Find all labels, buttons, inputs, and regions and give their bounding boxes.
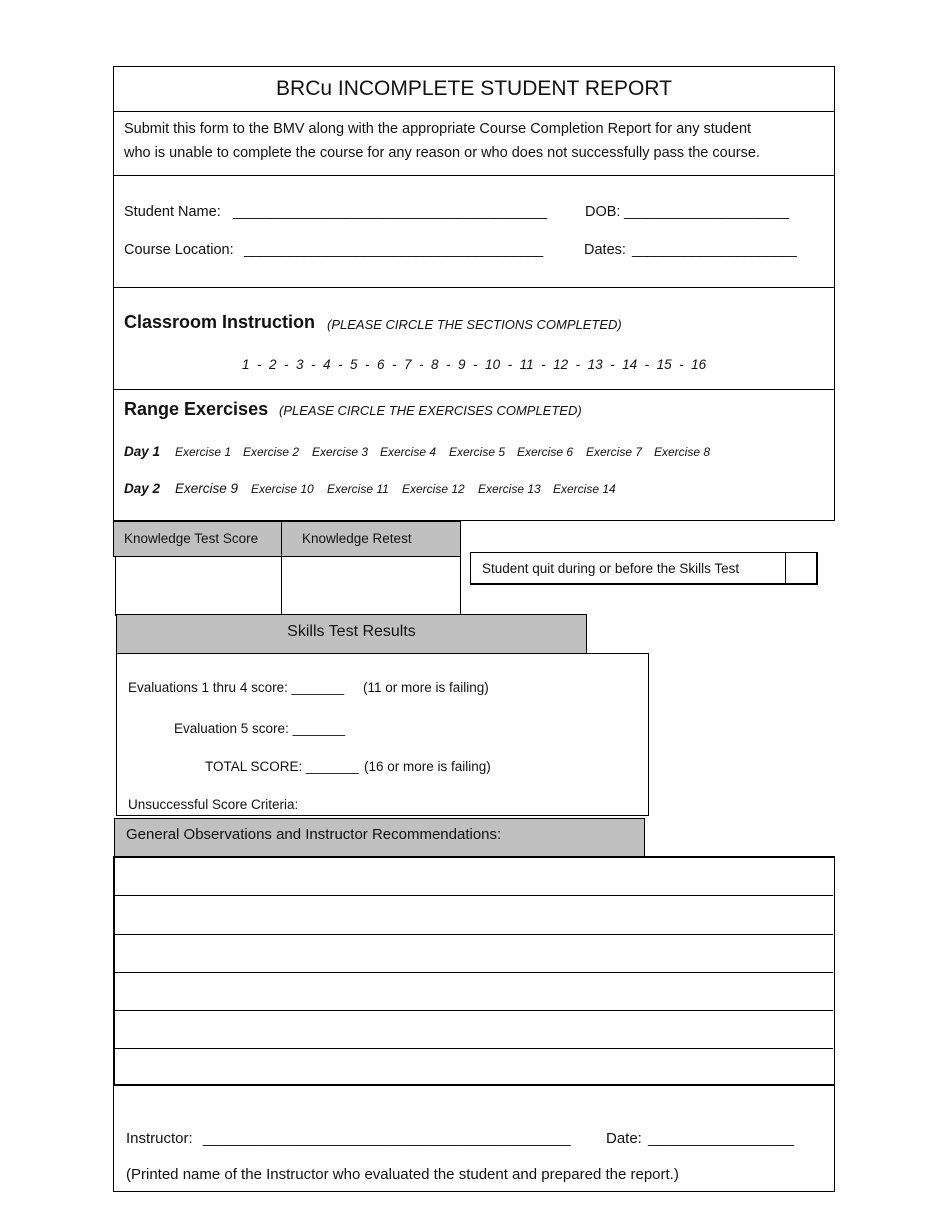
intro-divider xyxy=(113,175,835,176)
day1-exercise[interactable]: Exercise 4 xyxy=(380,445,437,459)
observations-box[interactable] xyxy=(113,856,835,1086)
range-heading: Range Exercises xyxy=(124,399,269,419)
observation-line xyxy=(115,895,833,896)
dob-field[interactable]: ______________________ xyxy=(624,204,789,220)
dates-field[interactable]: ______________________ xyxy=(632,242,797,258)
day1-exercise[interactable]: Exercise 3 xyxy=(312,445,369,459)
intro-box xyxy=(113,111,835,288)
knowledge-score-label: Knowledge Test Score xyxy=(124,531,259,546)
instructor-field[interactable]: ________________________________________________ xyxy=(203,1130,570,1147)
day1-exercise[interactable]: Exercise 5 xyxy=(449,445,506,459)
quit-checkbox[interactable] xyxy=(785,552,786,583)
day1-exercise[interactable]: Exercise 7 xyxy=(586,445,643,459)
skills-header-label: Skills Test Results xyxy=(287,623,416,640)
observation-line xyxy=(115,972,833,973)
observation-line xyxy=(115,934,833,935)
day2-exercise[interactable]: Exercise 10 xyxy=(251,482,314,496)
instructor-label: Instructor: xyxy=(126,1130,193,1147)
student-name-field[interactable]: __________________________________________ xyxy=(233,204,547,220)
course-location-field[interactable]: ________________________________________ xyxy=(244,242,543,258)
range-note: (PLEASE CIRCLE THE EXERCISES COMPLETED) xyxy=(279,403,582,418)
day1-exercise[interactable]: Exercise 2 xyxy=(243,445,300,459)
classroom-heading: Classroom Instruction xyxy=(124,312,316,332)
day2-label: Day 2 xyxy=(124,481,161,496)
student-name-label: Student Name: xyxy=(124,204,221,220)
day2-exercise[interactable]: Exercise 13 xyxy=(478,482,541,496)
day1-exercise[interactable]: Exercise 8 xyxy=(654,445,711,459)
dob-label: DOB: xyxy=(585,204,621,220)
day2-exercise[interactable]: Exercise 9 xyxy=(175,481,239,496)
eval-5-score[interactable]: Evaluation 5 score: _______ xyxy=(174,721,346,736)
eval-1-4-score[interactable]: Evaluations 1 thru 4 score: _______ xyxy=(128,680,345,695)
page-title: BRCu INCOMPLETE STUDENT REPORT xyxy=(276,77,672,100)
classroom-sections[interactable]: 1 - 2 - 3 - 4 - 5 - 6 - 7 - 8 - 9 - 10 - 11 - 12 - 13 - 14 - 15 - 16 xyxy=(242,357,707,372)
day2-exercise[interactable]: Exercise 11 xyxy=(327,482,389,496)
observation-line xyxy=(115,1048,833,1049)
observation-line xyxy=(115,1010,833,1011)
intro-line-1: Submit this form to the BMV along with the appropriate Course Completion Report for any student xyxy=(124,121,752,137)
day2-exercise[interactable]: Exercise 12 xyxy=(402,482,465,496)
classroom-box xyxy=(113,287,835,390)
dates-label: Dates: xyxy=(584,242,626,258)
quit-label: Student quit during or before the Skills Test xyxy=(482,561,740,576)
day1-exercise[interactable]: Exercise 6 xyxy=(517,445,574,459)
knowledge-retest-cell[interactable] xyxy=(281,556,461,616)
knowledge-score-cell[interactable] xyxy=(115,556,282,616)
instructor-date-label: Date: xyxy=(606,1130,642,1147)
total-score[interactable]: TOTAL SCORE: _______ xyxy=(205,759,359,774)
day2-exercise[interactable]: Exercise 14 xyxy=(553,482,616,496)
instructor-date-field[interactable]: ___________________ xyxy=(648,1130,794,1147)
unsuccessful-criteria-label: Unsuccessful Score Criteria: xyxy=(128,797,299,812)
knowledge-retest-label: Knowledge Retest xyxy=(302,531,412,546)
observations-header-label: General Observations and Instructor Recommendations: xyxy=(126,826,502,843)
total-score-note: (16 or more is failing) xyxy=(364,759,491,774)
eval-1-4-note: (11 or more is failing) xyxy=(363,680,489,695)
classroom-note: (PLEASE CIRCLE THE SECTIONS COMPLETED) xyxy=(327,317,622,332)
course-location-label: Course Location: xyxy=(124,242,234,258)
day1-label: Day 1 xyxy=(124,444,161,459)
instructor-footnote: (Printed name of the Instructor who evaluated the student and prepared the report.) xyxy=(126,1166,679,1183)
intro-line-2: who is unable to complete the course for any reason or who does not successfully pass the course. xyxy=(124,145,760,161)
day1-exercise[interactable]: Exercise 1 xyxy=(175,445,232,459)
